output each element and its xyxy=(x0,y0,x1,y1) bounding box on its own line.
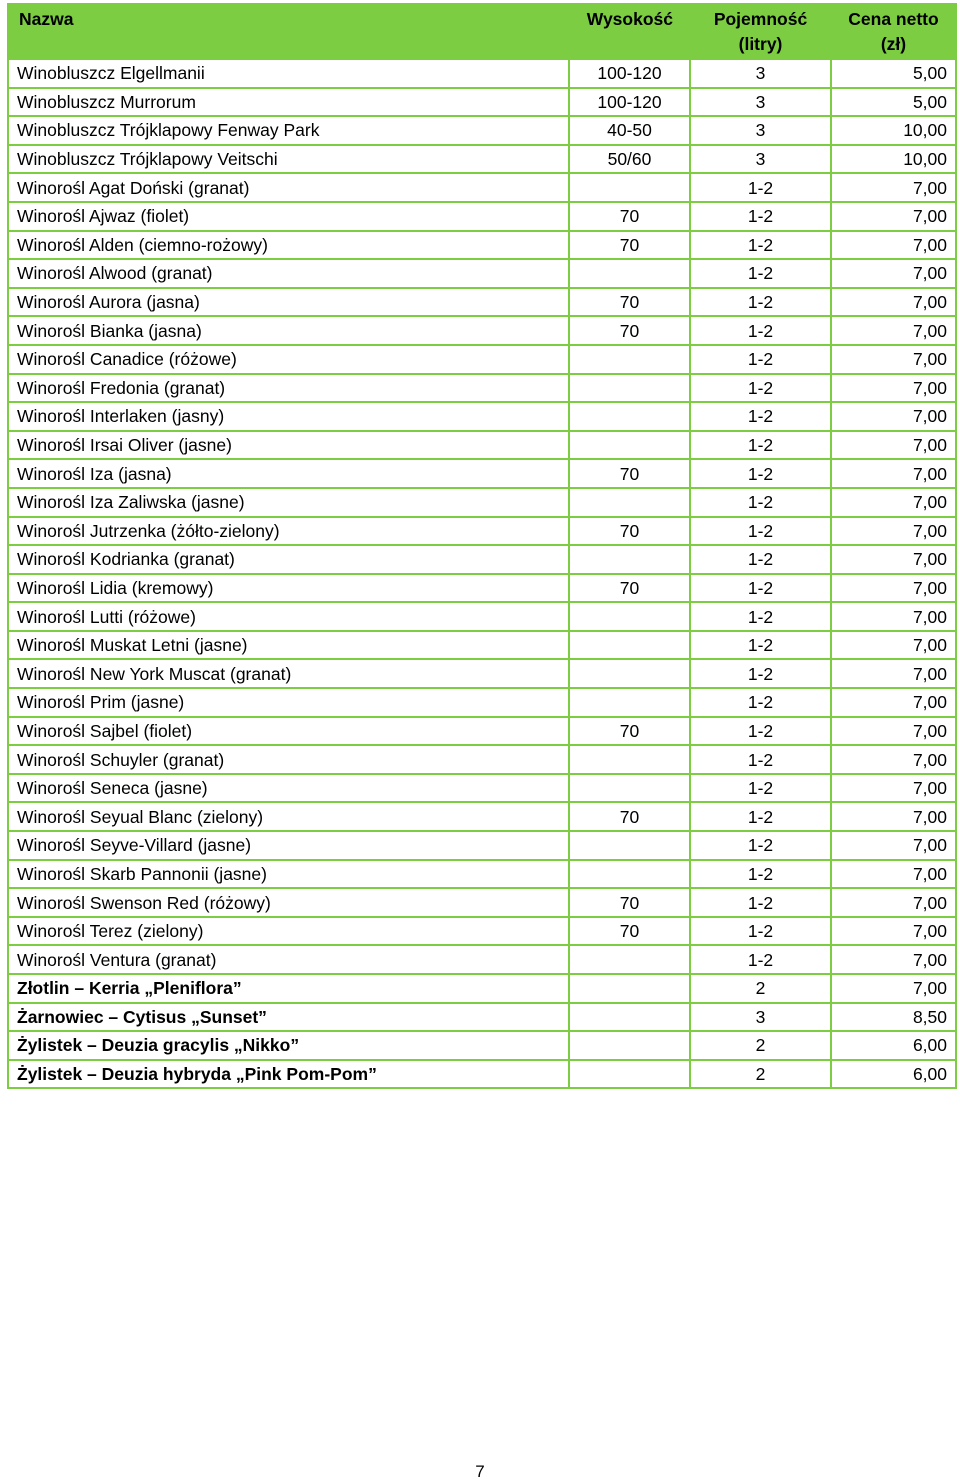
cell-name: Winorośl Iza (jasna) xyxy=(8,459,569,488)
header-volume: Pojemność (litry) xyxy=(690,4,831,59)
table-row xyxy=(8,517,956,546)
cell-price: 10,00 xyxy=(831,116,956,145)
cell-height xyxy=(569,688,690,717)
table-row xyxy=(8,659,956,688)
cell-name: Winorośl Seyve-Villard (jasne) xyxy=(8,831,569,860)
cell-price: 7,00 xyxy=(831,288,956,317)
cell-name: Winorośl Terez (zielony) xyxy=(8,917,569,946)
price-table xyxy=(7,3,957,1089)
cell-height: 40-50 xyxy=(569,116,690,145)
page-number: 7 xyxy=(475,1462,485,1481)
cell-price: 7,00 xyxy=(831,659,956,688)
cell-name: Winorośl Skarb Pannonii (jasne) xyxy=(8,860,569,889)
cell-name: Winorośl Jutrzenka (żółto-zielony) xyxy=(8,517,569,546)
cell-price: 7,00 xyxy=(831,888,956,917)
cell-volume: 3 xyxy=(690,1003,831,1032)
cell-height: 70 xyxy=(569,888,690,917)
table-row xyxy=(8,774,956,803)
cell-price: 8,50 xyxy=(831,1003,956,1032)
cell-volume: 1-2 xyxy=(690,831,831,860)
cell-height xyxy=(569,488,690,517)
cell-name: Winorośl Seyual Blanc (zielony) xyxy=(8,802,569,831)
cell-price: 7,00 xyxy=(831,202,956,231)
table-row xyxy=(8,860,956,889)
cell-height xyxy=(569,173,690,202)
cell-height: 70 xyxy=(569,316,690,345)
table-row xyxy=(8,574,956,603)
cell-name: Winorośl Canadice (różowe) xyxy=(8,345,569,374)
table-header xyxy=(8,4,956,59)
cell-height: 70 xyxy=(569,288,690,317)
table-row xyxy=(8,345,956,374)
table-row xyxy=(8,545,956,574)
table-row xyxy=(8,259,956,288)
cell-volume: 1-2 xyxy=(690,459,831,488)
table-row xyxy=(8,402,956,431)
cell-volume: 1-2 xyxy=(690,574,831,603)
cell-height xyxy=(569,831,690,860)
cell-height: 70 xyxy=(569,917,690,946)
header-price: Cena netto (zł) xyxy=(831,4,956,59)
cell-price: 7,00 xyxy=(831,517,956,546)
table-row xyxy=(8,1031,956,1060)
table-row xyxy=(8,202,956,231)
cell-volume: 3 xyxy=(690,88,831,117)
cell-price: 7,00 xyxy=(831,173,956,202)
table-row xyxy=(8,745,956,774)
cell-name: Winorośl Irsai Oliver (jasne) xyxy=(8,431,569,460)
table-row xyxy=(8,431,956,460)
cell-height xyxy=(569,774,690,803)
table-row xyxy=(8,288,956,317)
cell-height xyxy=(569,1003,690,1032)
table-row xyxy=(8,688,956,717)
table-row xyxy=(8,231,956,260)
cell-name: Winorośl Lidia (kremowy) xyxy=(8,574,569,603)
cell-price: 7,00 xyxy=(831,316,956,345)
cell-price: 7,00 xyxy=(831,488,956,517)
cell-height xyxy=(569,402,690,431)
cell-volume: 2 xyxy=(690,1060,831,1089)
table-row xyxy=(8,1060,956,1089)
cell-name: Winorośl Muskat Letni (jasne) xyxy=(8,631,569,660)
cell-price: 7,00 xyxy=(831,717,956,746)
cell-volume: 1-2 xyxy=(690,173,831,202)
table-row xyxy=(8,717,956,746)
cell-price: 10,00 xyxy=(831,145,956,174)
cell-name: Złotlin – Kerria „Pleniflora” xyxy=(8,974,569,1003)
cell-volume: 2 xyxy=(690,1031,831,1060)
cell-name: Winorośl Ventura (granat) xyxy=(8,945,569,974)
table-row xyxy=(8,459,956,488)
cell-price: 7,00 xyxy=(831,231,956,260)
cell-height xyxy=(569,602,690,631)
cell-name: Żylistek – Deuzia hybryda „Pink Pom-Pom” xyxy=(8,1060,569,1089)
cell-volume: 1-2 xyxy=(690,488,831,517)
cell-volume: 1-2 xyxy=(690,259,831,288)
cell-name: Winorośl Alwood (granat) xyxy=(8,259,569,288)
cell-price: 7,00 xyxy=(831,259,956,288)
cell-price: 7,00 xyxy=(831,345,956,374)
cell-volume: 1-2 xyxy=(690,602,831,631)
table-body xyxy=(8,59,956,1088)
cell-volume: 1-2 xyxy=(690,945,831,974)
header-row xyxy=(8,4,956,59)
cell-height: 70 xyxy=(569,459,690,488)
cell-name: Winobluszcz Elgellmanii xyxy=(8,59,569,88)
cell-height xyxy=(569,1031,690,1060)
cell-price: 7,00 xyxy=(831,631,956,660)
cell-volume: 3 xyxy=(690,59,831,88)
cell-height xyxy=(569,259,690,288)
cell-price: 7,00 xyxy=(831,974,956,1003)
cell-name: Winorośl Iza Zaliwska (jasne) xyxy=(8,488,569,517)
table-row xyxy=(8,173,956,202)
cell-price: 7,00 xyxy=(831,688,956,717)
cell-height xyxy=(569,945,690,974)
table-row xyxy=(8,888,956,917)
cell-volume: 1-2 xyxy=(690,402,831,431)
cell-name: Winorośl Lutti (różowe) xyxy=(8,602,569,631)
table-row xyxy=(8,945,956,974)
table-row xyxy=(8,374,956,403)
cell-name: Winorośl Swenson Red (różowy) xyxy=(8,888,569,917)
cell-height xyxy=(569,659,690,688)
cell-height xyxy=(569,345,690,374)
cell-price: 7,00 xyxy=(831,917,956,946)
cell-height: 70 xyxy=(569,802,690,831)
cell-volume: 1-2 xyxy=(690,202,831,231)
cell-price: 7,00 xyxy=(831,431,956,460)
cell-name: Winorośl Alden (ciemno-rożowy) xyxy=(8,231,569,260)
table-row xyxy=(8,488,956,517)
table-row xyxy=(8,831,956,860)
cell-volume: 2 xyxy=(690,974,831,1003)
cell-price: 7,00 xyxy=(831,459,956,488)
cell-height xyxy=(569,860,690,889)
cell-volume: 1-2 xyxy=(690,374,831,403)
cell-name: Winorośl New York Muscat (granat) xyxy=(8,659,569,688)
cell-price: 7,00 xyxy=(831,574,956,603)
cell-height: 100-120 xyxy=(569,59,690,88)
cell-name: Winobluszcz Trójklapowy Veitschi xyxy=(8,145,569,174)
cell-height: 70 xyxy=(569,202,690,231)
cell-volume: 3 xyxy=(690,145,831,174)
cell-volume: 1-2 xyxy=(690,345,831,374)
cell-name: Winorośl Bianka (jasna) xyxy=(8,316,569,345)
cell-volume: 1-2 xyxy=(690,659,831,688)
cell-price: 7,00 xyxy=(831,374,956,403)
cell-name: Żylistek – Deuzia gracylis „Nikko” xyxy=(8,1031,569,1060)
cell-name: Winobluszcz Trójklapowy Fenway Park xyxy=(8,116,569,145)
table-row xyxy=(8,59,956,88)
table-row xyxy=(8,116,956,145)
table-row xyxy=(8,602,956,631)
cell-volume: 1-2 xyxy=(690,545,831,574)
cell-height: 70 xyxy=(569,574,690,603)
header-name: Nazwa xyxy=(8,4,569,59)
cell-volume: 1-2 xyxy=(690,774,831,803)
cell-name: Winorośl Ajwaz (fiolet) xyxy=(8,202,569,231)
cell-price: 6,00 xyxy=(831,1031,956,1060)
cell-height xyxy=(569,1060,690,1089)
table-row xyxy=(8,974,956,1003)
cell-price: 7,00 xyxy=(831,945,956,974)
table-row xyxy=(8,316,956,345)
cell-volume: 1-2 xyxy=(690,431,831,460)
cell-volume: 1-2 xyxy=(690,631,831,660)
cell-price: 5,00 xyxy=(831,88,956,117)
cell-volume: 1-2 xyxy=(690,316,831,345)
cell-volume: 1-2 xyxy=(690,888,831,917)
cell-volume: 1-2 xyxy=(690,802,831,831)
cell-height: 70 xyxy=(569,231,690,260)
cell-height xyxy=(569,374,690,403)
cell-name: Winorośl Schuyler (granat) xyxy=(8,745,569,774)
cell-volume: 1-2 xyxy=(690,860,831,889)
cell-volume: 1-2 xyxy=(690,745,831,774)
table-row xyxy=(8,802,956,831)
cell-volume: 3 xyxy=(690,116,831,145)
cell-volume: 1-2 xyxy=(690,717,831,746)
cell-volume: 1-2 xyxy=(690,688,831,717)
cell-height xyxy=(569,431,690,460)
cell-price: 7,00 xyxy=(831,831,956,860)
table-row xyxy=(8,631,956,660)
cell-price: 7,00 xyxy=(831,774,956,803)
cell-price: 7,00 xyxy=(831,802,956,831)
table-row xyxy=(8,88,956,117)
cell-height xyxy=(569,745,690,774)
cell-name: Winorośl Prim (jasne) xyxy=(8,688,569,717)
cell-price: 5,00 xyxy=(831,59,956,88)
cell-price: 6,00 xyxy=(831,1060,956,1089)
cell-name: Żarnowiec – Cytisus „Sunset” xyxy=(8,1003,569,1032)
cell-height xyxy=(569,974,690,1003)
cell-volume: 1-2 xyxy=(690,517,831,546)
cell-name: Winorośl Agat Doński (granat) xyxy=(8,173,569,202)
cell-height xyxy=(569,545,690,574)
cell-volume: 1-2 xyxy=(690,231,831,260)
cell-name: Winorośl Fredonia (granat) xyxy=(8,374,569,403)
cell-name: Winorośl Kodrianka (granat) xyxy=(8,545,569,574)
cell-price: 7,00 xyxy=(831,545,956,574)
cell-height: 70 xyxy=(569,717,690,746)
table-row xyxy=(8,145,956,174)
cell-name: Winorośl Aurora (jasna) xyxy=(8,288,569,317)
cell-price: 7,00 xyxy=(831,602,956,631)
cell-height: 50/60 xyxy=(569,145,690,174)
cell-height: 100-120 xyxy=(569,88,690,117)
cell-price: 7,00 xyxy=(831,402,956,431)
cell-volume: 1-2 xyxy=(690,917,831,946)
table-row xyxy=(8,1003,956,1032)
header-height: Wysokość xyxy=(569,4,690,59)
cell-height xyxy=(569,631,690,660)
cell-name: Winorośl Sajbel (fiolet) xyxy=(8,717,569,746)
cell-price: 7,00 xyxy=(831,745,956,774)
cell-height: 70 xyxy=(569,517,690,546)
cell-price: 7,00 xyxy=(831,860,956,889)
cell-name: Winorośl Interlaken (jasny) xyxy=(8,402,569,431)
cell-name: Winobluszcz Murrorum xyxy=(8,88,569,117)
cell-name: Winorośl Seneca (jasne) xyxy=(8,774,569,803)
price-list-sheet xyxy=(7,3,955,1089)
table-row xyxy=(8,917,956,946)
cell-volume: 1-2 xyxy=(690,288,831,317)
